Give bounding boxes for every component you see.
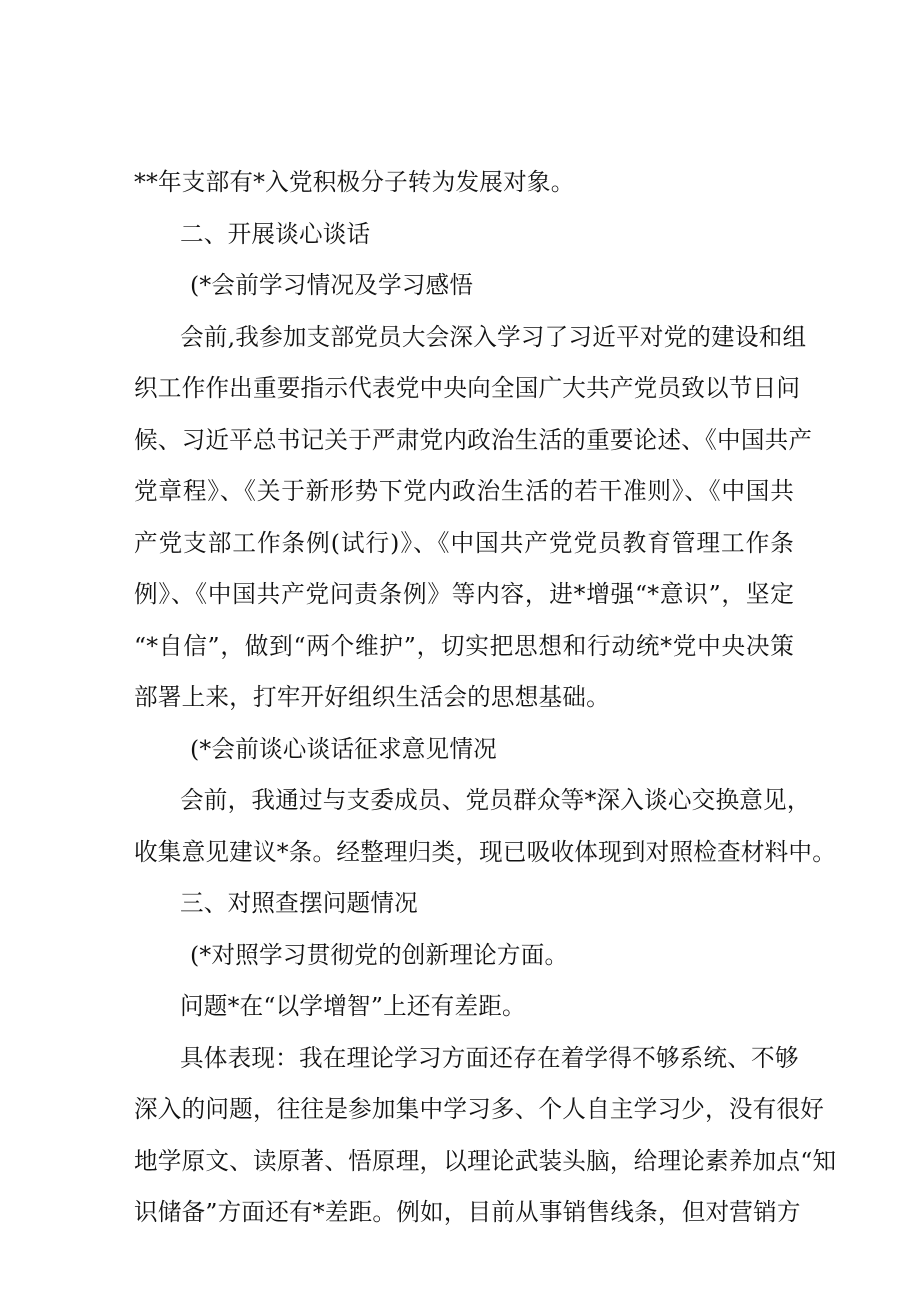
paragraph-line: 具体表现：我在理论学习方面还存在着学得不够系统、不够 bbox=[180, 1044, 799, 1072]
paragraph-line: 例》、《中国共产党问责条例》等内容，进*增强“*意识”，坚定 bbox=[134, 580, 794, 608]
paragraph-line: 候、习近平总书记关于严肃党内政治生活的重要论述、《中国共产 bbox=[134, 426, 813, 454]
paragraph-line: 产党支部工作条例(试行)》、《中国共产党党员教育管理工作条 bbox=[134, 529, 794, 557]
section-heading: 二、开展谈心谈话 bbox=[180, 220, 371, 248]
paragraph-line: 收集意见建议*条。经整理归类，现已吸收体现到对照检查材料中。 bbox=[134, 838, 837, 866]
paragraph-line: “*自信”，做到“两个维护”，切实把思想和行动统*党中央决策 bbox=[134, 632, 794, 660]
paragraph-line: **年支部有*入党积极分子转为发展对象。 bbox=[134, 168, 575, 196]
paragraph-line: 会前，我通过与支委成员、党员群众等*深入谈心交换意见， bbox=[180, 786, 811, 814]
paragraph-line: 织工作作出重要指示代表党中央向全国广大共产党员致以节日问 bbox=[134, 374, 801, 402]
paragraph-line: 识储备”方面还有*差距。例如，目前从事销售线条，但对营销方 bbox=[134, 1198, 801, 1226]
section-heading: 三、对照查摆问题情况 bbox=[180, 889, 418, 917]
paragraph-line: 深入的问题，往往是参加集中学习多、个人自主学习少，没有很好 bbox=[134, 1095, 825, 1123]
subsection-heading: (*对照学习贯彻党的创新理论方面。 bbox=[190, 941, 569, 969]
paragraph-line: 部署上来，打牢开好组织生活会的思想基础。 bbox=[134, 683, 610, 711]
paragraph-line: 会前,我参加支部党员大会深入学习了习近平对党的建设和组 bbox=[180, 323, 807, 351]
problem-heading: 问题*在“以学增智”上还有差距。 bbox=[180, 992, 526, 1020]
paragraph-line: 党章程》、《关于新形势下党内政治生活的若干准则》、《中国共 bbox=[134, 477, 794, 505]
subsection-heading: (*会前谈心谈话征求意见情况 bbox=[190, 735, 497, 763]
paragraph-line: 地学原文、读原著、悟原理，以理论武装头脑，给理论素养加点“知 bbox=[134, 1147, 837, 1175]
subsection-heading: (*会前学习情况及学习感悟 bbox=[190, 271, 474, 299]
